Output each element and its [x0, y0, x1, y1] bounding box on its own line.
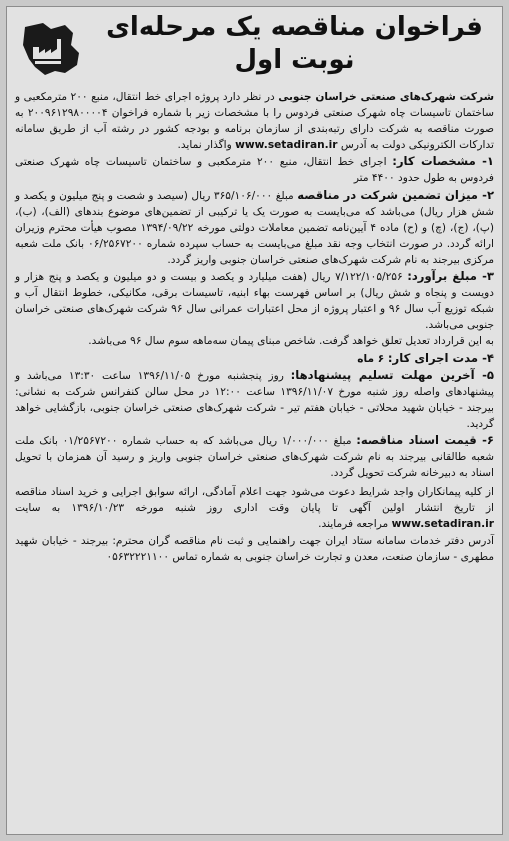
section-5-title: ۵- آخرین مهلت تسلیم پیشنهادها:: [290, 367, 494, 382]
setadiran-link[interactable]: www.setadiran.ir: [235, 139, 338, 152]
section-3-note: به این قرارداد تعدیل تعلق خواهد گرفت. شاخص مبنای پیمان سه‌ماهه سوم سال ۹۶ می‌باشد.: [88, 335, 494, 348]
section-4-title: ۴- مدت اجرای کار:: [387, 350, 494, 365]
notice-header: [7, 7, 502, 89]
title-line-2: نوبت اول: [234, 45, 355, 75]
section-6-text: مبلغ ۱/۰۰۰/۰۰۰ ریال می‌باشد که به حساب شماره ۰۱/۲۵۶۷۲۰۰ بانک ملت شعبه طالقانی بیرجند به نام شرکت شهرک‌های صنعتی خراسان جنوبی واریز و رسید آن همزمان با تحویل اسناد به دبیرخانه شرکت تحویل گردد.: [15, 434, 494, 480]
section-1-title: ۱- مشخصات کار:: [392, 154, 494, 169]
section-3-text: ۷/۱۲۲/۱۰۵/۲۵۶ ریال (هفت میلیارد و یکصد و بیست و دو میلیون و یکصد و پنج هزار و دویست و پنجاه و شش ریال) بر اساس فهرست بهاء ابنیه، تاسیسات برقی، مکانیکی، خطوط انتقال آب و شبکه توزیع آب سال ۹۶ و اعتبار پروژه از محل اعتبارات عمرانی سال ۹۶ شرکت شهرک‌های صنعتی خراسان جنوبی می‌باشد.: [15, 271, 494, 332]
notice-body: [7, 89, 502, 565]
intro-paragraph: [15, 89, 494, 153]
section-5-text: روز پنجشنبه مورخ ۱۳۹۶/۱۱/۰۵ ساعت ۱۳:۳۰ می‌باشد و پیشنهادهای واصله روز شنبه مورخ ۱۳۹۶/۱۱/۰۷ ساعت ۱۲:۰۰ در محل سالن کنفرانس شرکت به نشانی: بیرجند - خیابان شهید محلاتی - خیابان هفتم تیر - شرکت شهرک‌های صنعتی خراسان جنوبی، بازگشایی خواهد گردید.: [15, 369, 494, 430]
factory-iran-map-icon: [21, 19, 83, 79]
section-1: [15, 153, 494, 186]
section-6: [15, 432, 494, 481]
notice-title: [87, 11, 502, 77]
intro-tail: واگذار نماید.: [177, 139, 236, 152]
section-2-text: مبلغ ۳۶۵/۱۰۶/۰۰۰ ریال (سیصد و شصت و پنج میلیون و یکصد و شش هزار ریال) می‌باشد که می‌بایست به صورت یک یا ترکیبی از تضمین‌های موضوع بندهای (الف)، (ب)، (پ)، (ج)، (چ) و (ح) ماده ۴ آیین‌نامه تضمین معاملات دولتی مورخه ۱۳۹۴/۰۹/۲۲ مصوب هیأت محترم وزیران ارائه گردد. در صورت انتخاب وجه نقد مبلغ می‌بایست به حساب سپرده شماره ۰۶/۲۵۶۷۲۰۰ بانک ملت شعبه مرکزی بیرجند به نام شرکت شهرک‌های صنعتی خراسان جنوبی واریز گردد.: [15, 189, 494, 266]
closing-text-1: از کلیه پیمانکاران واجد شرایط دعوت می‌شود جهت اعلام آمادگی، ارائه سوابق اجرایی و خرید اسناد مناقصه از تاریخ انتشار اولین آگهی تا پایان وقت اداری روز شنبه مورخه ۱۳۹۶/۱۰/۲۳ به سایت: [15, 486, 494, 515]
section-2: [15, 187, 494, 268]
section-1-text: اجرای خط انتقال، منبع ۲۰۰ مترمکعبی و ساختمان تاسیسات چاه شهرک صنعتی فردوس به طول حدود ۴۴۰۰ متر: [15, 156, 494, 185]
tender-notice: [6, 6, 503, 835]
section-4: [15, 350, 494, 367]
organization-name: شرکت شهرک‌های صنعتی خراسان جنوبی: [278, 91, 494, 103]
section-3: [15, 268, 494, 333]
section-6-title: ۶- قیمت اسناد مناقصه:: [356, 432, 494, 447]
closing-text-2: مراجعه فرمایند.: [318, 518, 392, 531]
closing-paragraph: [15, 484, 494, 532]
intro-text: در نظر دارد پروژه اجرای خط انتقال، منبع ۲۰۰ مترمکعبی و ساختمان تاسیسات چاه شهرک صنعتی فردوس را با مشخصات زیر با شماره فراخوان ۲۰۰۹۶۱۲۹۸۰۰۰۰۴ به صورت مناقصه به شرکت دارای رتبه‌بندی از سازمان برنامه و بودجه کشور در رشته آب از طریق سامانه تدارکات الکترونیکی دولت به آدرس: [15, 91, 494, 152]
address-paragraph: آدرس دفتر خدمات سامانه ستاد ایران جهت راهنمایی و ثبت نام مناقصه گران محترم: بیرجند - خیابان شهید مطهری - سازمان صنعت، معدن و تجارت خراسان جنوبی به شماره تماس ۰۵۶۳۲۲۲۱۱۰۰: [15, 534, 494, 563]
section-4-text: ۶ ماه: [357, 352, 388, 365]
section-2-title: ۲- میزان تضمین شرکت در مناقصه: [297, 187, 495, 202]
setadiran-link-2[interactable]: www.setadiran.ir: [391, 518, 494, 531]
section-3-title: ۳- مبلغ برآورد:: [407, 269, 494, 284]
section-5: [15, 367, 494, 432]
title-line-1: فراخوان مناقصه یک مرحله‌ای: [106, 12, 483, 42]
